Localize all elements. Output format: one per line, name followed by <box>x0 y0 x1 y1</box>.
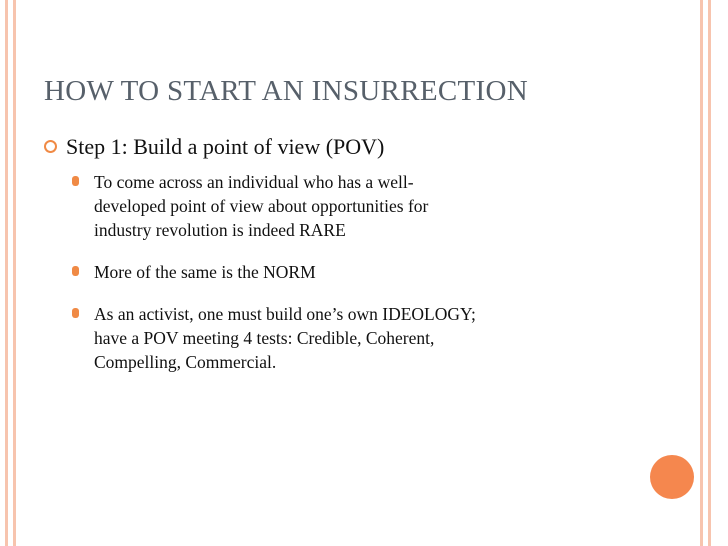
dot-bullet-icon <box>72 266 79 276</box>
sub-bullet-1-line-3: industry revolution is indeed RARE <box>94 220 346 240</box>
sub-bullet-3-line-3: Compelling, Commercial. <box>94 352 277 372</box>
sub-bullet-1-line-1: To come across an individual who has a well- <box>94 172 414 192</box>
right-frame-line-outer <box>708 0 711 546</box>
dot-bullet-icon <box>72 308 79 318</box>
sub-bullet-2 <box>94 260 662 284</box>
slide-body <box>42 132 662 374</box>
left-frame-line-outer <box>5 0 8 546</box>
ring-bullet-icon <box>44 140 57 153</box>
main-bullet-text: Step 1: Build a point of view (POV) <box>66 134 385 159</box>
sub-bullet-3 <box>94 302 662 374</box>
main-bullet <box>42 132 662 162</box>
sub-bullet-3-line-2: have a POV meeting 4 tests: Credible, Coherent, <box>94 328 435 348</box>
sub-bullet-1-line-2: developed point of view about opportunities for <box>94 196 429 216</box>
sub-bullet-1 <box>94 170 662 242</box>
left-frame-line-inner <box>13 0 16 546</box>
slide-title: HOW TO START AN INSURRECTION <box>44 75 528 107</box>
sub-bullet-2-line-1: More of the same is the NORM <box>94 262 316 282</box>
sub-bullet-3-line-1: As an activist, one must build one’s own IDEOLOGY; <box>94 304 476 324</box>
dot-bullet-icon <box>72 176 79 186</box>
right-frame-line-inner <box>700 0 703 546</box>
decorative-orange-circle <box>650 455 694 499</box>
